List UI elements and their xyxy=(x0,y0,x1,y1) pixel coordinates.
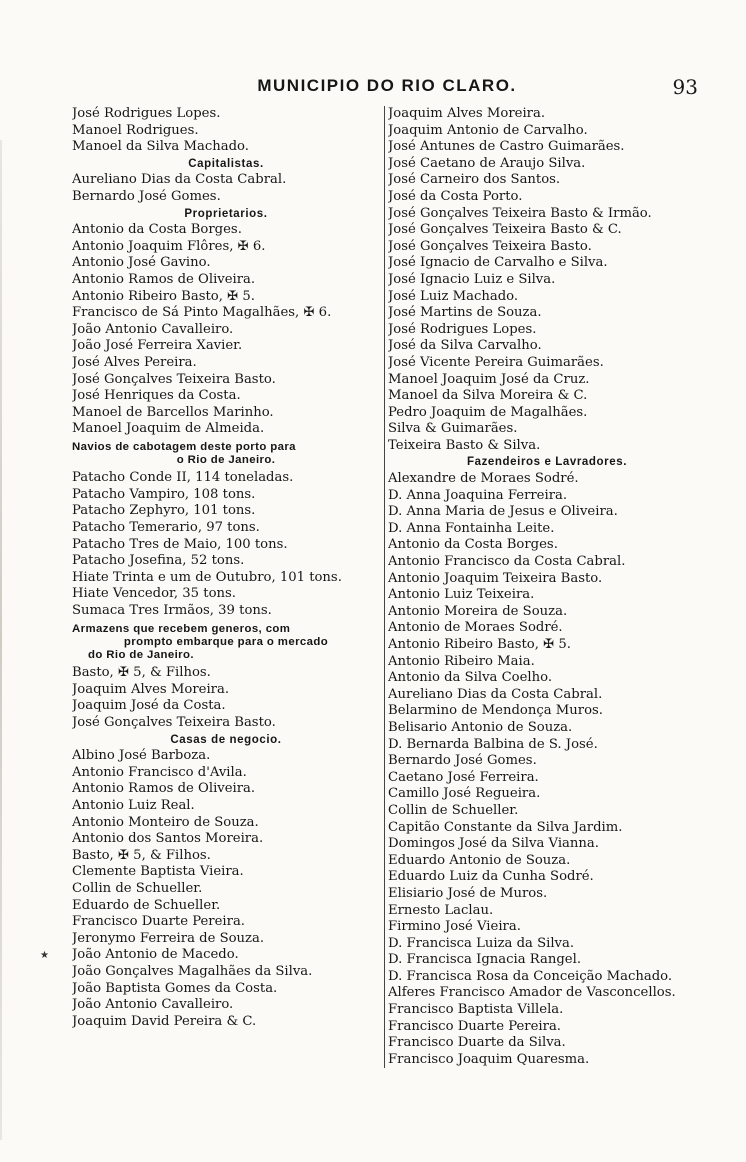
list-item: Domingos José da Silva Vianna. xyxy=(388,836,599,852)
section-heading-casas: Casas de negocio. xyxy=(170,733,282,746)
name-list xyxy=(72,748,380,1030)
list-item: Eduardo Luiz da Cunha Sodré. xyxy=(388,869,594,885)
name-list xyxy=(388,106,706,454)
list-item: Bernardo José Gomes. xyxy=(388,753,537,769)
list-item: Eduardo Antonio de Souza. xyxy=(388,852,571,868)
list-item: Teixeira Basto & Silva. xyxy=(388,437,541,453)
list-item: D. Francisca Luiza da Silva. xyxy=(388,935,575,951)
list-item: Basto, ✠ 5, & Filhos. xyxy=(72,665,211,681)
list-item: Antonio Luiz Real. xyxy=(72,797,195,813)
list-item: João Antonio de Macedo. xyxy=(72,947,239,963)
list-item: Francisco de Sá Pinto Magalhães, ✠ 6. xyxy=(72,305,332,321)
list-item: José Caetano de Araujo Silva. xyxy=(388,155,586,171)
list-item: Antonio da Silva Coelho. xyxy=(388,670,553,686)
list-item: José Gonçalves Teixeira Basto. xyxy=(388,238,592,254)
list-item: D. Anna Fontainha Leite. xyxy=(388,520,555,536)
list-item: Francisco Duarte Pereira. xyxy=(388,1018,561,1034)
list-item: Patacho Zephyro, 101 tons. xyxy=(72,503,256,519)
list-item: Manoel Rodrigues. xyxy=(72,122,199,138)
list-item: Joaquim Alves Moreira. xyxy=(72,681,230,697)
list-item: Firmino José Vieira. xyxy=(388,919,521,935)
list-item: Francisco Joaquim Quaresma. xyxy=(388,1051,590,1067)
list-item: Antonio Moreira de Souza. xyxy=(388,603,568,619)
section-heading-proprietarios: Proprietarios. xyxy=(184,207,268,220)
list-item: José Ignacio de Carvalho e Silva. xyxy=(388,255,608,271)
list-item: José Antunes de Castro Guimarães. xyxy=(388,139,625,155)
list-item: Antonio José Gavino. xyxy=(72,255,211,271)
list-item: Bernardo José Gomes. xyxy=(72,188,221,204)
list-item: D. Anna Joaquina Ferreira. xyxy=(388,487,568,503)
list-item: Silva & Guimarães. xyxy=(388,421,518,437)
list-item: Pedro Joaquim de Magalhães. xyxy=(388,404,588,420)
list-item: José Gonçalves Teixeira Basto & C. xyxy=(388,222,622,238)
list-item: Jeronymo Ferreira de Souza. xyxy=(72,930,265,946)
list-item: José Gonçalves Teixeira Basto. xyxy=(72,371,276,387)
list-item: Joaquim David Pereira & C. xyxy=(72,1013,257,1029)
list-item: José Martins de Souza. xyxy=(388,305,542,321)
list-item: D. Francisca Ignacia Rangel. xyxy=(388,952,582,968)
name-list xyxy=(72,106,380,156)
list-item: Ernesto Laclau. xyxy=(388,902,494,918)
list-item: Antonio Ramos de Oliveira. xyxy=(72,781,256,797)
section-heading-capitalistas: Capitalistas. xyxy=(188,157,264,170)
list-item: José Gonçalves Teixeira Basto & Irmão. xyxy=(388,205,652,221)
margin-mark: ★ xyxy=(40,950,49,961)
list-item: Antonio de Moraes Sodré. xyxy=(388,620,563,636)
list-item: João Gonçalves Magalhães da Silva. xyxy=(72,963,313,979)
list-item: Aureliano Dias da Costa Cabral. xyxy=(72,172,287,188)
list-item: Patacho Temerario, 97 tons. xyxy=(72,520,260,536)
list-item: Joaquim Alves Moreira. xyxy=(388,106,546,121)
list-item: Eduardo de Schueller. xyxy=(72,897,221,913)
list-item: José Ignacio Luiz e Silva. xyxy=(388,271,556,287)
list-item: José Gonçalves Teixeira Basto. xyxy=(72,715,276,731)
list-item: Manoel da Silva Moreira & C. xyxy=(388,388,588,404)
page-title: MUNICIPIO DO RIO CLARO. xyxy=(257,76,517,95)
list-item: Camillo José Regueira. xyxy=(388,786,541,802)
list-item: Patacho Tres de Maio, 100 tons. xyxy=(72,536,288,552)
list-item: João Antonio Cavalleiro. xyxy=(72,321,234,337)
section-heading-armazens-3: do Rio de Janeiro. xyxy=(88,649,194,662)
list-item: Aureliano Dias da Costa Cabral. xyxy=(388,686,603,702)
list-item: Patacho Josefina, 52 tons. xyxy=(72,553,245,569)
name-list xyxy=(388,471,706,1068)
list-item: Antonio da Costa Borges. xyxy=(388,537,558,553)
list-item: D. Anna Maria de Jesus e Oliveira. xyxy=(388,504,618,520)
page-header xyxy=(72,76,702,100)
list-item: Manoel Joaquim de Almeida. xyxy=(72,421,265,437)
list-item: Alexandre de Moraes Sodré. xyxy=(388,471,579,487)
list-item: Antonio da Costa Borges. xyxy=(72,222,242,238)
list-item: Manoel de Barcellos Marinho. xyxy=(72,404,274,420)
list-item: Francisco Duarte Pereira. xyxy=(72,914,245,930)
list-item: Patacho Conde II, 114 toneladas. xyxy=(72,470,294,486)
list-item: Basto, ✠ 5, & Filhos. xyxy=(72,847,211,863)
list-item: José Carneiro dos Santos. xyxy=(388,172,561,188)
list-item: João Antonio Cavalleiro. xyxy=(72,997,234,1013)
list-item: José Alves Pereira. xyxy=(72,354,197,370)
list-item: José Rodrigues Lopes. xyxy=(72,106,221,121)
list-item: Joaquim Antonio de Carvalho. xyxy=(388,122,588,138)
list-item: Antonio dos Santos Moreira. xyxy=(72,831,264,847)
list-item: Belisario Antonio de Souza. xyxy=(388,719,573,735)
list-item: Antonio Joaquim Flôres, ✠ 6. xyxy=(72,238,266,254)
list-item: Manoel Joaquim José da Cruz. xyxy=(388,371,590,387)
list-item: Sumaca Tres Irmãos, 39 tons. xyxy=(72,603,272,619)
list-item: João Baptista Gomes da Costa. xyxy=(72,980,278,996)
left-column xyxy=(72,106,380,1030)
list-item: Antonio Francisco da Costa Cabral. xyxy=(388,554,626,570)
list-item: Hiate Vencedor, 35 tons. xyxy=(72,586,236,602)
list-item: José Rodrigues Lopes. xyxy=(388,321,537,337)
list-item: Antonio Ramos de Oliveira. xyxy=(72,271,256,287)
section-heading-armazens-2: prompto embarque para o mercado xyxy=(123,635,329,648)
right-column xyxy=(384,106,706,1068)
list-item: D. Bernarda Balbina de S. José. xyxy=(388,736,598,752)
list-item: Collin de Schueller. xyxy=(388,802,519,818)
name-list xyxy=(72,222,380,438)
list-item: Alferes Francisco Amador de Vasconcellos. xyxy=(388,985,676,1001)
list-item: Antonio Joaquim Teixeira Basto. xyxy=(388,570,603,586)
list-item: José da Silva Carvalho. xyxy=(388,338,542,354)
list-item: José Vicente Pereira Guimarães. xyxy=(388,354,604,370)
page-margin-shadow xyxy=(0,140,2,1140)
name-list xyxy=(72,470,380,619)
list-item: Clemente Baptista Vieira. xyxy=(72,864,244,880)
list-item: Antonio Ribeiro Maia. xyxy=(388,653,535,669)
list-item: Belarmino de Mendonça Muros. xyxy=(388,703,603,719)
list-item: José Henriques da Costa. xyxy=(72,388,241,404)
section-heading-navios-1: Navios de cabotagem deste porto para xyxy=(72,440,296,453)
name-list xyxy=(72,172,380,205)
list-item: Joaquim José da Costa. xyxy=(72,698,226,714)
list-item: Francisco Baptista Villela. xyxy=(388,1002,564,1018)
list-item: D. Francisca Rosa da Conceição Machado. xyxy=(388,968,673,984)
list-item: Collin de Schueller. xyxy=(72,880,203,896)
list-item: Albino José Barboza. xyxy=(72,748,211,764)
list-item: Capitão Constante da Silva Jardim. xyxy=(388,819,623,835)
list-item: Antonio Luiz Teixeira. xyxy=(388,587,535,603)
list-item: João José Ferreira Xavier. xyxy=(72,338,243,354)
list-item: Antonio Francisco d'Avila. xyxy=(72,764,247,780)
name-list xyxy=(72,665,380,731)
list-item: Francisco Duarte da Silva. xyxy=(388,1035,566,1051)
list-item: Antonio Ribeiro Basto, ✠ 5. xyxy=(388,637,571,652)
list-item: Manoel da Silva Machado. xyxy=(72,139,249,155)
list-item: Antonio Monteiro de Souza. xyxy=(72,814,259,830)
page-number: 93 xyxy=(672,75,698,99)
section-heading-armazens-1: Armazens que recebem generos, com xyxy=(72,622,291,635)
list-item: Hiate Trinta e um de Outubro, 101 tons. xyxy=(72,569,342,585)
list-item: Antonio Ribeiro Basto, ✠ 5. xyxy=(72,288,255,304)
list-item: José Luiz Machado. xyxy=(388,288,519,304)
list-item: Elisiario José de Muros. xyxy=(388,885,548,901)
list-item: Patacho Vampiro, 108 tons. xyxy=(72,486,256,502)
section-heading-navios-2: o Rio de Janeiro. xyxy=(176,454,276,467)
list-item: José da Costa Porto. xyxy=(388,188,523,204)
section-heading-fazendeiros: Fazendeiros e Lavradores. xyxy=(466,456,628,469)
list-item: Caetano José Ferreira. xyxy=(388,769,539,785)
